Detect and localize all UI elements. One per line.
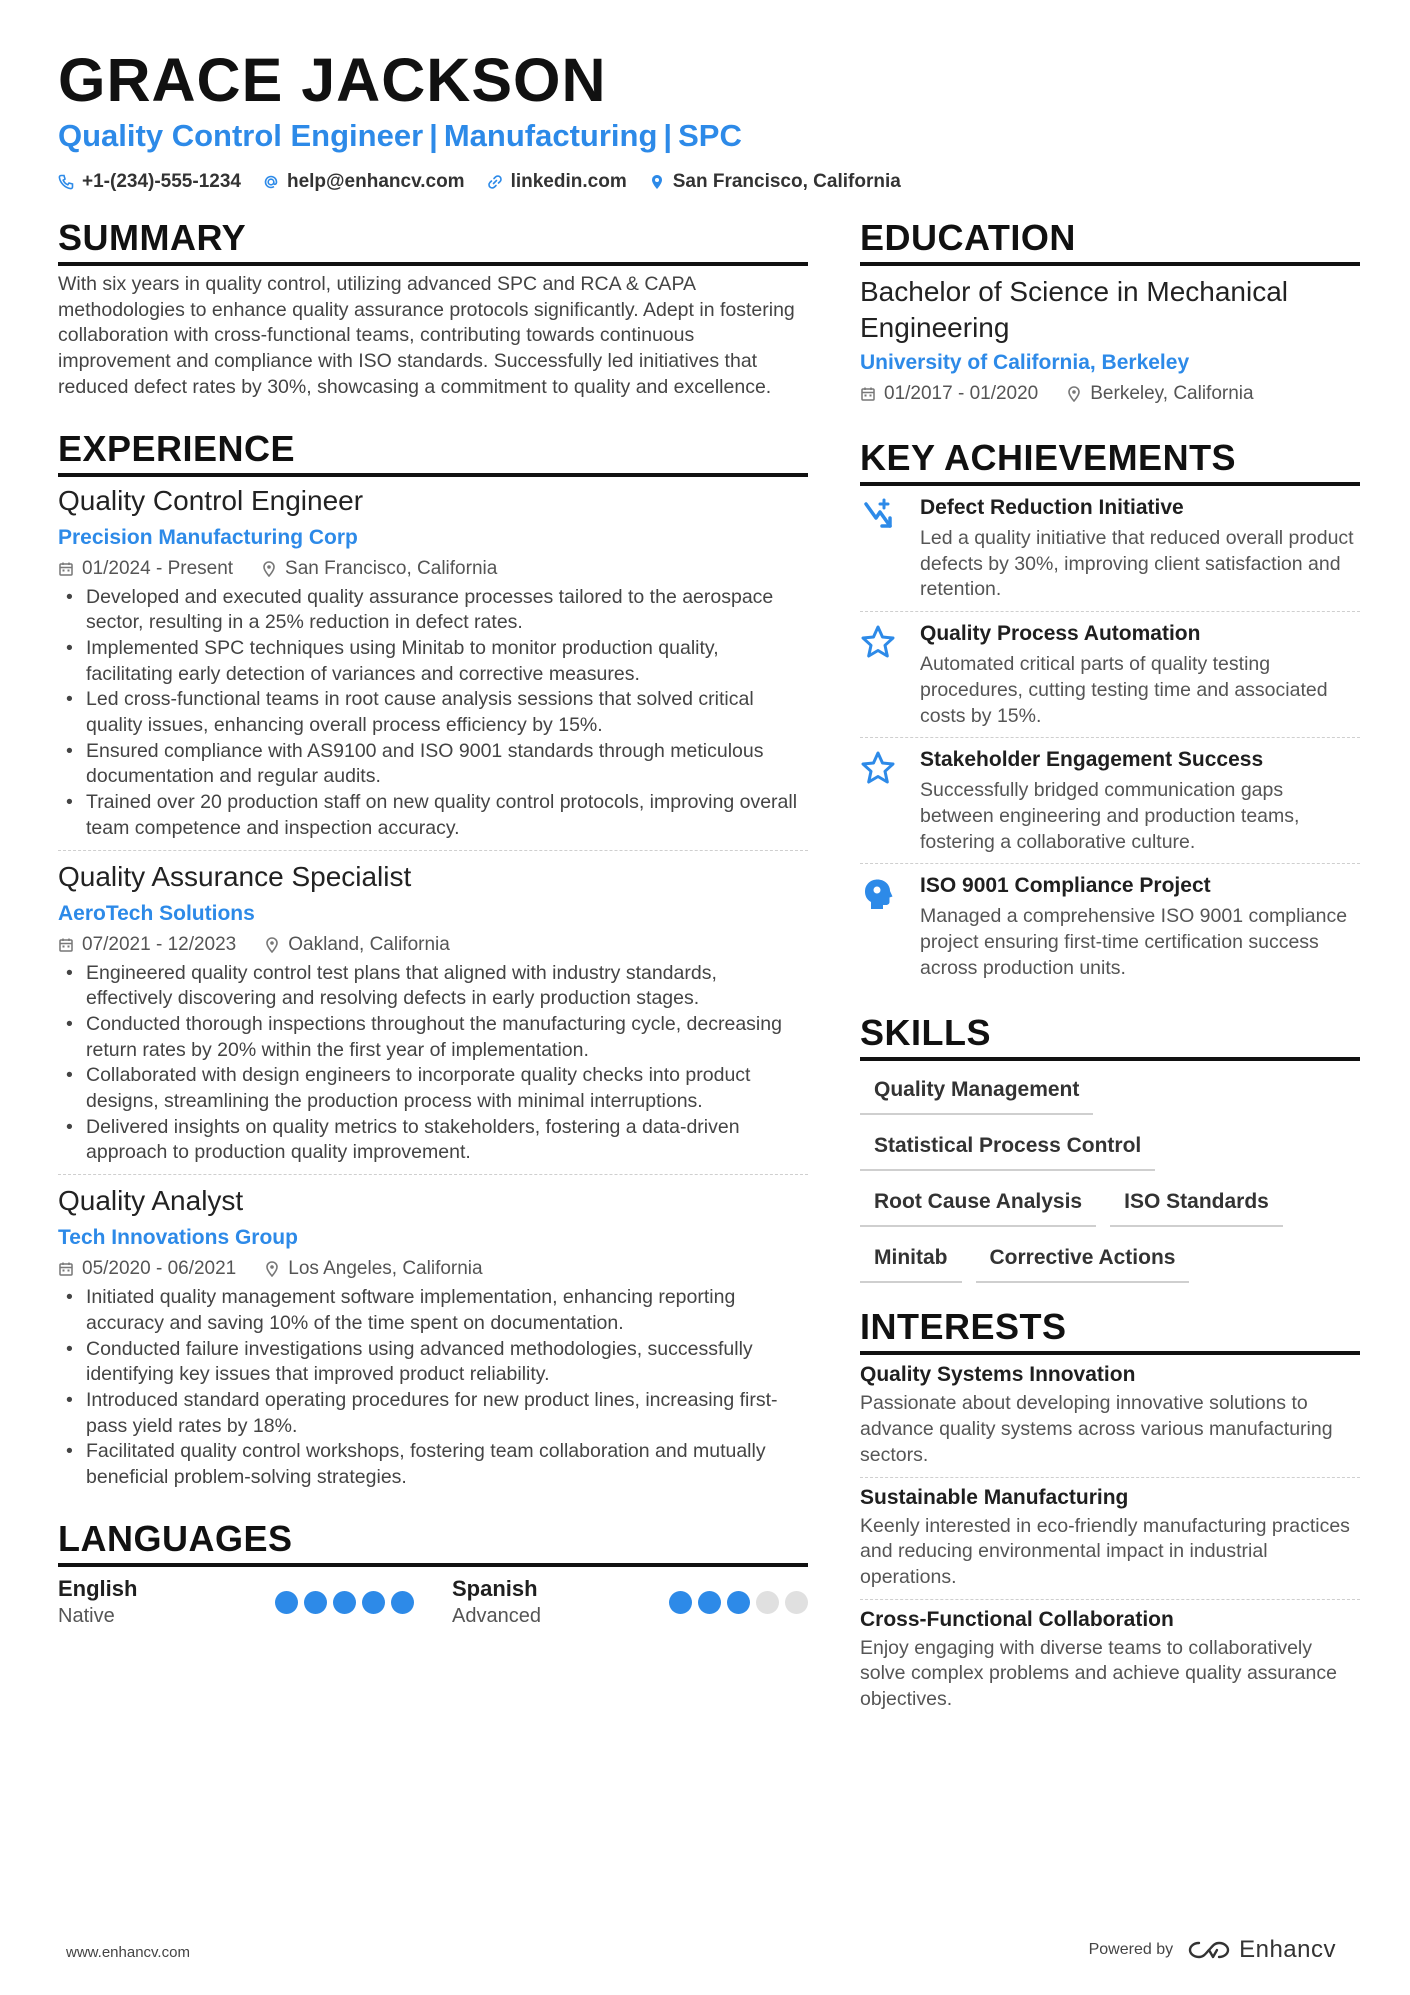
calendar-icon bbox=[860, 386, 876, 402]
achievement-title: Stakeholder Engagement Success bbox=[920, 748, 1264, 772]
job-bullet: • Conducted thorough inspections throughout the manufacturing cycle, decreasing return rates by 20% within the first year of implementation. bbox=[58, 1012, 808, 1063]
section-title-achievements: KEY ACHIEVEMENTS bbox=[860, 436, 1360, 486]
job-bullet: • Implemented SPC techniques using Minitab to monitor production quality, facilitating early detection of variances and corrective measures. bbox=[58, 636, 808, 687]
job-entry bbox=[58, 1174, 808, 1499]
job-bullets bbox=[58, 585, 808, 842]
contact-location-text: San Francisco, California bbox=[672, 171, 901, 192]
language-level: Native bbox=[58, 1604, 115, 1627]
education-section bbox=[860, 216, 1360, 408]
footer-website[interactable]: www.enhancv.com bbox=[66, 1944, 190, 1961]
company-name: AeroTech Solutions bbox=[58, 901, 255, 925]
location-pin-icon bbox=[264, 937, 280, 953]
skill-tag: Statistical Process Control bbox=[860, 1127, 1155, 1171]
education-location bbox=[1066, 380, 1253, 408]
section-title-education: EDUCATION bbox=[860, 216, 1360, 266]
job-dates bbox=[58, 555, 233, 583]
interest-desc: Keenly interested in eco-friendly manufacturing practices and reducing environmental impact in industrial operations. bbox=[860, 1514, 1350, 1588]
rating-dot-filled bbox=[304, 1591, 327, 1614]
rating-dot-filled bbox=[362, 1591, 385, 1614]
skills-row bbox=[860, 1127, 1360, 1171]
contact-phone[interactable] bbox=[58, 168, 241, 196]
link-icon bbox=[487, 174, 503, 190]
job-bullet: • Initiated quality management software implementation, enhancing reporting accuracy and saving 10% of the time spent on documentation. bbox=[58, 1285, 808, 1336]
star-icon bbox=[860, 624, 896, 660]
calendar-icon bbox=[58, 937, 74, 953]
section-title-summary: SUMMARY bbox=[58, 216, 808, 266]
job-dates bbox=[58, 931, 236, 959]
education-location-text: Berkeley, California bbox=[1090, 383, 1254, 404]
section-title-skills: SKILLS bbox=[860, 1011, 1360, 1061]
skill-tag: ISO Standards bbox=[1110, 1183, 1283, 1227]
enhancv-logo[interactable] bbox=[1187, 1936, 1336, 1964]
contact-email[interactable] bbox=[263, 168, 465, 196]
job-bullet: • Facilitated quality control workshops, fostering team collaboration and mutually beneficial problem-solving strategies. bbox=[58, 1439, 808, 1490]
job-dates-text: 07/2021 - 12/2023 bbox=[82, 933, 237, 955]
footer-branding bbox=[1089, 1936, 1336, 1964]
job-dates-text: 05/2020 - 06/2021 bbox=[82, 1258, 237, 1280]
right-column bbox=[860, 216, 1360, 1721]
interest-item bbox=[860, 1599, 1360, 1721]
interest-title: Cross-Functional Collaboration bbox=[860, 1607, 1174, 1631]
achievement-desc: Successfully bridged communication gaps between engineering and production teams, fostering a collaborative culture. bbox=[920, 779, 1300, 853]
achievement-icon-wrap bbox=[860, 620, 902, 729]
interest-title: Sustainable Manufacturing bbox=[860, 1485, 1129, 1509]
contact-linkedin[interactable] bbox=[487, 168, 627, 196]
degree: Bachelor of Science in Mechanical Engineering bbox=[860, 276, 1289, 343]
job-bullets bbox=[58, 961, 808, 1167]
headline-field: Manufacturing bbox=[443, 118, 658, 153]
achievements-section bbox=[860, 436, 1360, 989]
company-name: Precision Manufacturing Corp bbox=[58, 525, 358, 549]
achievement-title: Defect Reduction Initiative bbox=[920, 496, 1184, 519]
contact-phone-text: +1-(234)-555-1234 bbox=[82, 171, 241, 192]
language-level: Advanced bbox=[452, 1604, 541, 1627]
job-bullet: • Led cross-functional teams in root cause analysis sessions that solved critical quality issues, enhancing overall process efficiency by 15%. bbox=[58, 687, 808, 738]
achievement-icon-wrap bbox=[860, 872, 902, 981]
interest-desc: Enjoy engaging with diverse teams to collaboratively solve complex problems and achieve quality assurance objectives. bbox=[860, 1636, 1337, 1711]
job-meta bbox=[58, 931, 808, 959]
headline bbox=[58, 116, 742, 156]
rating-dot-empty bbox=[785, 1591, 808, 1614]
skill-tag: Minitab bbox=[860, 1239, 962, 1283]
education-dates bbox=[860, 380, 1038, 408]
job-bullet: • Collaborated with design engineers to incorporate quality checks into product designs, streamlining the production process with minimal interruptions. bbox=[58, 1063, 808, 1114]
contact-linkedin-text: linkedin.com bbox=[510, 171, 627, 192]
at-icon bbox=[263, 174, 279, 190]
job-bullets bbox=[58, 1285, 808, 1491]
job-entry bbox=[58, 483, 808, 850]
language-name: English bbox=[58, 1575, 138, 1601]
skill-tag: Quality Management bbox=[860, 1071, 1093, 1115]
location-pin-icon bbox=[1066, 386, 1082, 402]
language-rating bbox=[669, 1591, 808, 1614]
job-meta bbox=[58, 555, 808, 583]
achievement-desc: Automated critical parts of quality testing procedures, cutting testing time and associated costs by 15%. bbox=[920, 653, 1328, 727]
section-title-languages: LANGUAGES bbox=[58, 1517, 808, 1567]
interest-item bbox=[860, 1355, 1360, 1476]
skills-section bbox=[860, 1011, 1360, 1283]
job-meta bbox=[58, 1255, 808, 1283]
job-location bbox=[261, 555, 497, 583]
languages-section bbox=[58, 1517, 808, 1629]
job-dates bbox=[58, 1255, 236, 1283]
section-title-interests: INTERESTS bbox=[860, 1305, 1360, 1355]
candidate-name: GRACE JACKSON bbox=[58, 46, 607, 114]
rating-dot-filled bbox=[698, 1591, 721, 1614]
education-meta bbox=[860, 380, 1360, 408]
job-location-text: Oakland, California bbox=[288, 933, 450, 955]
calendar-icon bbox=[58, 561, 74, 577]
job-bullet: • Trained over 20 production staff on new quality control protocols, improving overall team competence and inspection accuracy. bbox=[58, 790, 808, 841]
enhancv-logo-text: Enhancv bbox=[1239, 1936, 1336, 1963]
experience-section bbox=[58, 427, 808, 1499]
rating-dot-filled bbox=[275, 1591, 298, 1614]
languages-list bbox=[58, 1575, 808, 1629]
job-bullet: • Conducted failure investigations using advanced methodologies, successfully identifying key issues that improved product reliability. bbox=[58, 1337, 808, 1388]
contact-bar bbox=[58, 168, 901, 196]
skills-row bbox=[860, 1183, 1360, 1227]
skills-row bbox=[860, 1239, 1360, 1283]
achievement-title: ISO 9001 Compliance Project bbox=[920, 874, 1211, 898]
achievement-title: Quality Process Automation bbox=[920, 622, 1201, 646]
summary-section bbox=[58, 216, 808, 401]
headline-separator: | bbox=[663, 118, 673, 153]
education-dates-text: 01/2017 - 01/2020 bbox=[884, 383, 1039, 404]
job-entry bbox=[58, 850, 808, 1175]
skill-tag: Corrective Actions bbox=[976, 1239, 1190, 1283]
head-icon bbox=[860, 876, 896, 912]
achievement-item bbox=[860, 737, 1360, 863]
contact-location bbox=[649, 168, 901, 196]
language-rating bbox=[275, 1591, 414, 1614]
powered-by-label: Powered by bbox=[1088, 1941, 1174, 1958]
job-bullet: • Engineered quality control test plans that aligned with industry standards, effectively discovering and resolving defects in early production stages. bbox=[58, 961, 808, 1012]
phone-icon bbox=[58, 174, 74, 190]
left-column bbox=[58, 216, 808, 1629]
achievement-desc: Led a quality initiative that reduced overall product defects by 30%, improving client satisfaction and retention. bbox=[920, 527, 1354, 601]
job-location-text: Los Angeles, California bbox=[288, 1258, 483, 1280]
interest-title: Quality Systems Innovation bbox=[860, 1363, 1136, 1387]
section-title-experience: EXPERIENCE bbox=[58, 427, 808, 477]
achievement-item bbox=[860, 486, 1360, 611]
job-bullet: • Developed and executed quality assurance processes tailored to the aerospace sector, resulting in a 25% reduction in defect rates. bbox=[58, 585, 808, 636]
achievement-icon-wrap bbox=[860, 494, 902, 603]
rating-dot-filled bbox=[333, 1591, 356, 1614]
rating-dot-empty bbox=[756, 1591, 779, 1614]
headline-skill: SPC bbox=[678, 118, 742, 153]
contact-email-text: help@enhancv.com bbox=[286, 171, 465, 192]
skill-tag: Root Cause Analysis bbox=[860, 1183, 1096, 1227]
job-title: Quality Control Engineer bbox=[58, 484, 364, 516]
interest-item bbox=[860, 1477, 1360, 1599]
rating-dot-filled bbox=[727, 1591, 750, 1614]
skills-row bbox=[860, 1071, 1360, 1115]
calendar-icon bbox=[58, 1261, 74, 1277]
job-bullet: • Delivered insights on quality metrics to stakeholders, fostering a data-driven approach to production quality improvement. bbox=[58, 1115, 808, 1166]
trend-arrow-icon bbox=[860, 498, 896, 534]
job-title: Quality Assurance Specialist bbox=[58, 860, 412, 892]
job-bullet: • Ensured compliance with AS9100 and ISO 9001 standards through meticulous documentation and regular audits. bbox=[58, 739, 808, 790]
job-location bbox=[264, 931, 450, 959]
achievement-icon-wrap bbox=[860, 746, 902, 855]
job-title: Quality Analyst bbox=[58, 1185, 244, 1217]
language-name: Spanish bbox=[452, 1575, 538, 1601]
star-icon bbox=[860, 750, 896, 786]
job-location-text: San Francisco, California bbox=[285, 557, 498, 579]
skills-list bbox=[860, 1071, 1360, 1283]
job-bullet: • Introduced standard operating procedures for new product lines, increasing first-pass yield rates by 18%. bbox=[58, 1388, 808, 1439]
job-dates-text: 01/2024 - Present bbox=[82, 557, 234, 579]
language-item bbox=[58, 1575, 414, 1629]
location-pin-icon bbox=[261, 561, 277, 577]
job-location bbox=[264, 1255, 482, 1283]
headline-separator: | bbox=[429, 118, 438, 153]
achievement-item bbox=[860, 863, 1360, 989]
achievement-item bbox=[860, 611, 1360, 737]
interests-section bbox=[860, 1305, 1360, 1720]
headline-role: Quality Control Engineer bbox=[58, 118, 424, 153]
achievement-desc: Managed a comprehensive ISO 9001 compliance project ensuring first-time certification success across production units. bbox=[920, 905, 1348, 979]
rating-dot-filled bbox=[391, 1591, 414, 1614]
company-name: Tech Innovations Group bbox=[58, 1226, 298, 1250]
location-pin-icon bbox=[264, 1261, 280, 1277]
school-name: University of California, Berkeley bbox=[860, 351, 1190, 374]
interest-desc: Passionate about developing innovative solutions to advance quality systems across various manufacturing sectors. bbox=[860, 1392, 1333, 1466]
rating-dot-filled bbox=[669, 1591, 692, 1614]
enhancv-logo-icon bbox=[1187, 1938, 1231, 1962]
language-item bbox=[452, 1575, 808, 1629]
summary-text: With six years in quality control, utilizing advanced SPC and RCA & CAPA methodologies to enhance quality assurance protocols significantly. Adept in fostering collaboration with cross-functional teams, contributing towards continuous improvement and compliance with ISO standards. Successfully led initiatives that reduced defect rates by 30%, showcasing a commitment to quality and excellence. bbox=[58, 273, 795, 398]
location-pin-icon bbox=[649, 174, 665, 190]
